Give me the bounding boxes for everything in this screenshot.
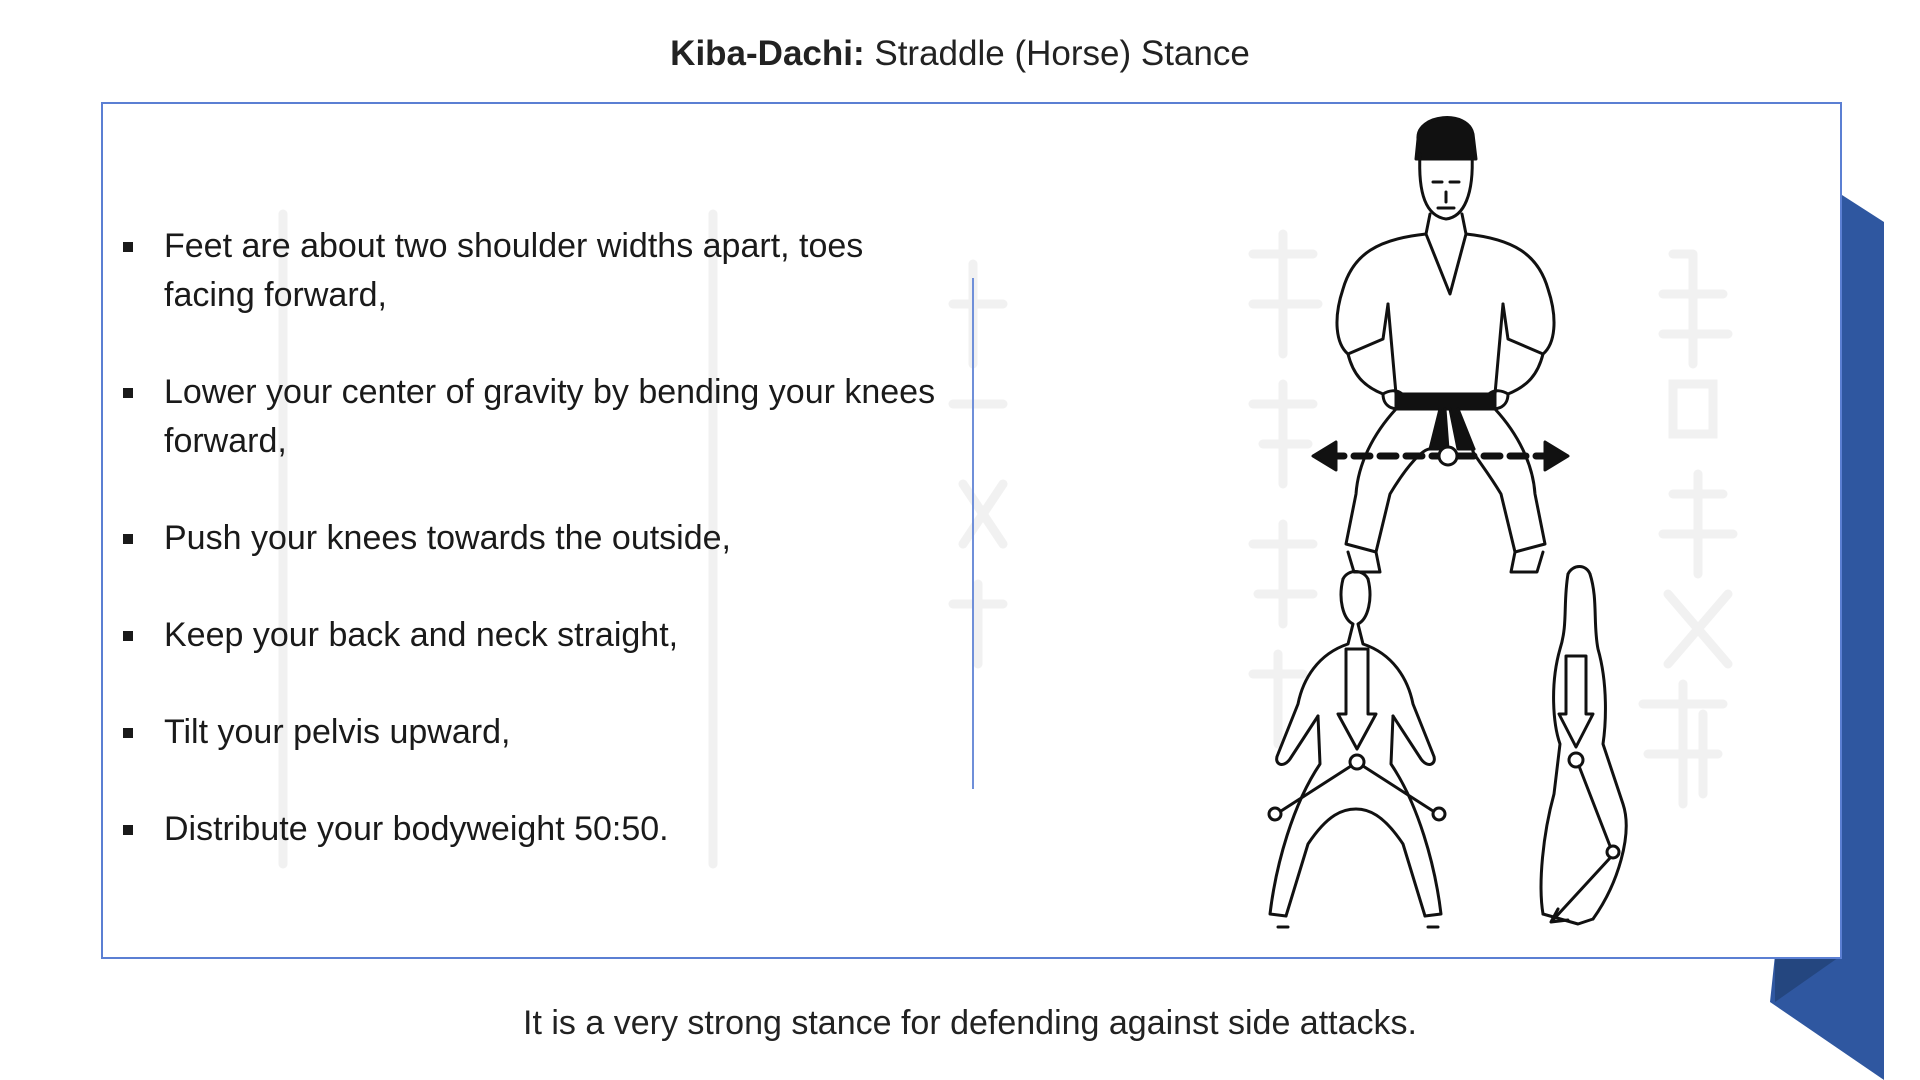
list-item: Push your knees towards the outside, <box>117 514 957 563</box>
title-term: Kiba-Dachi: <box>670 34 865 73</box>
list-item: Feet are about two shoulder widths apart, toes facing forward, <box>117 222 957 320</box>
stance-caption: It is a very strong stance for defending against side attacks. <box>523 1004 1417 1042</box>
stance-instructions-list <box>117 222 957 902</box>
kiba-dachi-illustration-icon <box>1158 104 1758 957</box>
list-item: Tilt your pelvis upward, <box>117 708 957 757</box>
list-item: Distribute your bodyweight 50:50. <box>117 805 957 854</box>
list-item: Lower your center of gravity by bending your knees forward, <box>117 368 957 466</box>
list-item: Keep your back and neck straight, <box>117 611 957 660</box>
title-description: Straddle (Horse) Stance <box>864 34 1250 73</box>
column-divider <box>972 278 974 789</box>
content-card <box>101 102 1842 959</box>
